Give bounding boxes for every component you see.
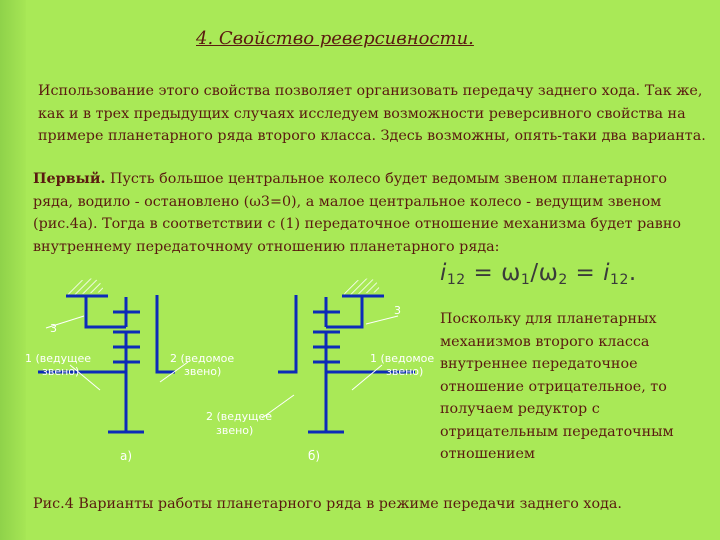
formula-i: i	[440, 260, 447, 286]
formula-omega-2: ω	[538, 260, 559, 286]
diagram-b-ring-gear	[278, 295, 296, 372]
first-variant-paragraph	[33, 168, 698, 258]
formula-sub-12-b: 12	[610, 272, 629, 288]
diagram-a-sublabel: а)	[120, 449, 133, 463]
diagram-a-label-2b: звено)	[184, 365, 222, 378]
diagram-b-label-1b: звено)	[386, 365, 424, 378]
diagram-a-label-3: 3	[50, 322, 57, 335]
diagram-a-label-2a: 2 (ведомое	[170, 352, 235, 365]
diagram-b-label-2b: звено)	[216, 424, 254, 437]
gear-ratio-formula	[440, 260, 637, 288]
first-variant-text: Пусть большое центральное колесо будет ведомым звеном планетарного ряда, водило - остановлено (ω3=0), а малое центральное колесо - ведущим звеном (рис.4а). Тогда в соответствии с (1) передаточное отношение механизма будет равно внутреннему передаточному отношению планетарного ряда:	[33, 171, 681, 255]
formula-eq-2: =	[567, 260, 604, 286]
intro-paragraph: Использование этого свойства позволяет организовать передачу заднего хода. Так же, как и в трех предыдущих случаях исследуем возможности реверсивного свойства на примере планетарного ряда второго класса. Здесь возможны, опять-таки два варианта.	[38, 83, 706, 144]
diagram-b-ground-hatch	[344, 279, 380, 296]
formula-sub-1: 1	[520, 272, 531, 288]
formula-slash: /	[530, 260, 539, 286]
figure-caption: Рис.4 Варианты работы планетарного ряда в режиме передачи заднего хода.	[33, 496, 622, 512]
formula-i-2: i	[603, 260, 611, 286]
formula-sub-12: 12	[446, 272, 466, 288]
diagram-a-label-1b: звено)	[42, 365, 80, 378]
diagram-b-label-3: 3	[394, 304, 401, 317]
formula-eq-1: =	[465, 260, 502, 286]
diagram-b-sublabel: б)	[308, 449, 321, 463]
diagram-b-label-2a: 2 (ведущее	[206, 410, 273, 423]
planetary-diagrams	[0, 270, 440, 470]
conclusion-paragraph: Поскольку для планетарных механизмов второго класса внутреннее передаточное отношение отрицательное, то получаем редуктор с отрицательным передаточным отношением	[440, 311, 674, 462]
formula-omega-1: ω	[501, 260, 521, 286]
slide-title: 4. Свойство реверсивности.	[196, 28, 474, 49]
diagram-a-label-1a: 1 (ведущее	[25, 352, 92, 365]
formula-period: .	[628, 260, 637, 286]
diagram-a-ground-hatch	[68, 279, 104, 296]
formula-sub-2: 2	[558, 272, 568, 288]
diagram-b-label-1a: 1 (ведомое	[370, 352, 435, 365]
first-variant-label: Первый.	[33, 171, 106, 187]
